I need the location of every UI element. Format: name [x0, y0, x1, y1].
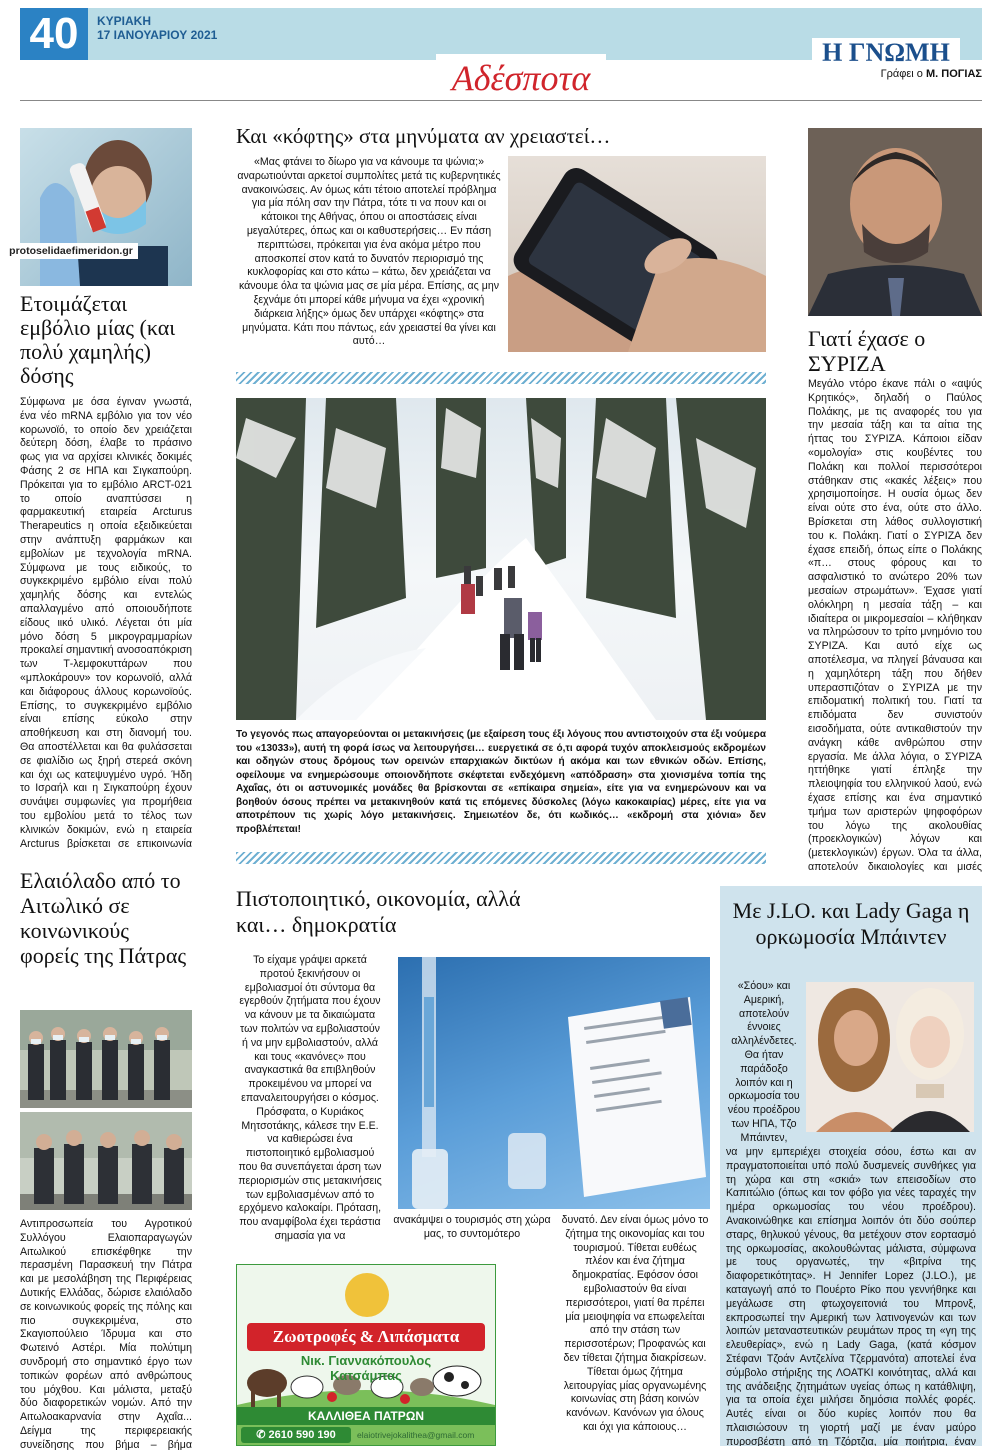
olive-headline: Ελαιόλαδο από το Αιτωλικό σε κοινωνικούς φορείς της Πάτρας [20, 868, 187, 968]
issue-date-text: 17 ΙΑΝΟΥΑΡΙΟΥ 2021 [97, 28, 218, 42]
certificate-body-col1: Το είχαμε γράψει αρκετά προτού ξεκινήσουν οι εμβολιασμοί ότι σύντομα θα εγερθούν ζητήματα που έχουν να κάνουν με τα δικαιώματα των πολιτών να εμβολιαστούν ή να μην εμβολιαστούν, αλλά και τους «κανόνες» που αναγκαστικά θα επιβληθούν προκειμένου να μπορεί να επαναλειτουργήσει ο κόσμος. Πρόσφατα, ο Κυριάκος Μητσοτάκης, κάλεσε την Ε.Ε. να καθιερώσει ένα πιστοποιητικό εμβολιασμού που θα συνεπάγεται άρση των περιορισμών στις μετακινήσεις των εμβολιασμένων από το ερχόμενο καλοκαίρι. Πρόταση, που αναμφίβολα έχει τεράστια σημασία για να [238, 954, 382, 1242]
ad-location: ΚΑΛΛΙΘΕΑ ΠΑΤΡΩΝ [237, 1407, 495, 1425]
vaccine-body: Σύμφωνα με όσα έγιναν γνωστά, ένα νέο mRNA εμβόλιο για τον νέο κορωνοϊό, το οποίο δεν χρειάζεται δεύτερη δόση, έλαβε το πράσινο φως για να αρχίσει κλινικές δοκιμές Φάσης 2 σε ΗΠΑ και Σιγκαπούρη. Πρόκειται για το εμβόλιο ARCT-021 το οποίο αναπτύσσει η φαρμακευτική εταιρεία Arcturus Therapeutics η οποία εξειδικεύεται στην ανάπτυξη φαρμάκων και εμβολίων με τεχνολογία mRNA. Σύμφωνα με τους ειδικούς, το συγκεκριμένο εμβόλιο είναι πολύ χαμηλής δόσης και εντελώς απαλλαγμένο από οποιουδήποτε είδους ιικό υλικό. Λέγεται ότι μία μόνο δόση 5 μικρογραμμαρίων προκαλεί σημαντική ανοσοαπόκριση των Τ-λεμφοκυττάρων που «μπλοκάρουν» τον κορωνοϊό, αλλά και διάφορους άλλους κορωνοϊούς. Επίσης, το συγκεκριμένο εμβόλιο είναι επίσης εύκολο στην αποθήκευση και στη διανομή του. Θα αποστέλλεται και θα φυλάσσεται σε φιαλίδιο ως ξηρή στερεά σκόνη και όχι ως κατεψυγμένο υγρό. Ήδη το Ισραήλ και η Σιγκαπούρη έχουν συνάψει συμφωνίες για προμήθεια του εμβολίου μετά το τέλος των κλινικών δοκιμών, ενώ η εταιρεία Arcturus βρίσκεται σε επικοινωνία [20, 396, 192, 848]
jlo-gaga-photo [806, 982, 974, 1132]
byline-prefix: Γράφει ο [880, 68, 923, 80]
certificate-headline: Πιστοποιητικό, οικονομία, αλλά και… δημοκρατία [236, 886, 521, 937]
phone-icon: ✆ [256, 1429, 269, 1441]
section-title: Αδέσποτα [436, 54, 606, 104]
jlo-body: να μην εμπεριέχει στοιχεία σόου, έστω και αν πραγματοποιείται υπό πολύ δυσμενείς συνθήκες για τη χώρα και στη «σκιά» των επεισοδίων στο Καπιτώλιο (όπως και τον φόβο για νέες ταραχές την ημέρα ορκωμοσίας του νέου προέδρου). Ανακοινώθηκε και επίσημα λοιπόν ότι δύο σούπερ σταρς, θηλυκού γένους, θα μετέχουν στον εορτασμό της ορκωμοσίας, ακολουθώντας μάλιστα, σύμφωνα με τους οργανωτές, την «βιτρίνα της διαφορετικότητας». Η Jennifer Lopez (J.LO.), με καταγωγή από το Πουέρτο Ρίκο που γεννήθηκε και μεγάλωσε στη φτωχογειτονιά του Μπρονξ, εκπροσωπεί την Αμερική των λατινογενών και των λοιπών μεταναστευτικών ρευμάτων προς τη «γη της ελευθερίας», ενώ η Lady Gaga, (κατά κόσμον Στέφανι Τζοάν Αντζελίνα Τζερμανότα) αποτελεί ένα σύμβολο στήριξης της ΛΟΑΤΚΙ κοινότητας, αλλά και της ανάδειξης ζητημάτων υγείας όπως η κατάθλιψη, για τα οποία έχει μιλήσει δημόσια πολλές φορές. Αυτές είναι οι δύο κυρίες λοιπόν που θα πλαισιώσουν τη γιορτή μαζί με έναν μαύρο πυροσβέστη από τη Τζόρτζια, μία ποιήτρια, έναν [726, 1146, 976, 1446]
certificate-photo [398, 957, 710, 1209]
divider-stripe-bottom [236, 852, 766, 864]
ad-email[interactable]: elaiotrivejokalithea@gmail.com [357, 1430, 475, 1440]
vaccine-photo [20, 128, 192, 286]
ad-phone-number: 2610 590 190 [268, 1429, 336, 1441]
page-number: 40 [20, 8, 88, 60]
jlo-intro: «Σόου» και Αμερική, αποτελούν έννοιες αλληλένδετες. Θα ήταν παράδοξο λοιπόν και η ορκωμοσία του νέου προέδρου των ΗΠΑ, Τζο Μπάιντεν, [727, 980, 801, 1144]
cutter-body: «Μας φτάνει το δίωρο για να κάνουμε τα ψώνια;» αναρωτιούνται αρκετοί συμπολίτες μετά τις κυβερνητικές ανακοινώσεις. Αν όμως κάτι τέτοιο αποτελεί πρόβλημα για μία πόλη σαν την Πάτρα, τότε τι να πουν και οι κάτοικοι της Αθήνας, όπου οι αποστάσεις είναι μεγαλύτερες, όπως και οι καθυστερήσεις… Εν πάση περιπτώσει, πρόκειται για ένα ακόμα μέτρο που αποσκοπεί στον κατά το δυνατόν περιορισμό της κυκλοφορίας και στο κάτω – κάτω, δεν χρειάζεται να κάνουμε όλα τα ψώνια μας σε μία μέρα. Επίσης, ας μην ξεχνάμε ότι μπορεί κάθε μήνυμα να έχει «χρονική διάρκεια λήξης» όμως δεν υπάρχει «κόφτης» στα μηνύματα. Κάτι που πάντως, εάν χρειαστεί θα γίνει και αυτό… [237, 156, 501, 348]
vaccine-headline: Ετοιμάζεται εμβόλιο μίας (και πολύ χαμηλής) δόσης [20, 291, 176, 388]
phone-photo [508, 156, 766, 352]
issue-date [97, 14, 217, 42]
byline-author: Μ. ΠΟΓΙΑΣ [926, 68, 982, 80]
snow-caption: Το γεγονός πως απαγορεύονται οι μετακινήσεις (με εξαίρεση τους έξι λόγους που αντιστοιχούν στα έξι νούμερα του «13033»), αυτή τη φορά ίσως να λειτουργήσει… ευεργετικά σε ό,τι αφορά τυχόν αποκλεισμούς εκδρομέων και οδηγών στους δρόμους των ορεινών επαρχιακών δικτύων ή ακόμα και των εθνικών οδών. Επίσης, οφείλουμε να ενημερώσουμε οποιονδήποτε σκέφτεται ενδεχόμενη «απόδραση» στα χιονισμένα τοπία της Αχαΐας, ότι οι αστυνομικές μονάδες θα βρίσκονται σε «επίκαιρα σημεία», είτε για να ενημερώνουν και να βοηθούν όσους πρέπει να μετακινηθούν κατά τις επόμενες δύσκολες (λόγω κακοκαιρίας) μέρες, είτε για να αποτρέπουν τις χωρίς λόγο μετακινήσεις. Σημειωτέον δε, ότι κωδικός… «εκδρομή στα χιόνια» δεν προβλέπεται! [236, 729, 766, 835]
snow-forest-photo [236, 398, 766, 720]
cutter-headline: Και «κόφτης» στα μηνύματα αν χρειαστεί… [236, 124, 611, 148]
header-rule [20, 100, 982, 101]
watermark: protoselidaefimeridon.gr [4, 243, 138, 259]
jlo-headline: Με J.LO. και Lady Gaga η ορκωμοσία Μπάιντεν [732, 898, 970, 949]
ad-phone [241, 1427, 351, 1443]
syriza-body: Μεγάλο ντόρο έκανε πάλι ο «αψύς Κρητικός», δηλαδή ο Παύλος Πολάκης, με τις αναφορές του για την μεσαία τάξη και τα αίτια της ήττας του ΣΥΡΙΖΑ. Κάποιοι είδαν «ομολογία» στις κουβέντες του Πολάκη και πολλοί περισσότεροι στάθηκαν στις «κακές λέξεις» που χρησιμοποίησε. Η ουσία όμως δεν είναι ούτε στο ένα, ούτε στο άλλο. Βρίσκεται στη λάθος συλλογιστική του κ. Πολάκη. Γιατί ο ΣΥΡΙΖΑ δεν έχασε επειδή, όπως είπε ο Πολάκης «π… στους φόρους και το ασφαλιστικό το ανώτερο 20% των μεσαίων στρωμάτων». Έχασε γιατί ολόκληρη η μεσαία τάξη – και ιδιαίτερα οι μικρομεσαίοι – κλήθηκαν να πληρώσουν το τρίτο μνημόνιο του ΣΥΡΙΖΑ. Και αυτό είχε ως αποτέλεσμα, να πληγεί βάναυσα και η χαμηλότερη τάξη που δήθεν υπερασπιζόταν ο ΣΥΡΙΖΑ με την επιδοματική πολιτική του. Γιατί τα επιδόματα δεν συνιστούν εισοδήματα, ούτε αντικαθιστούν την ανάγκη κάθε ανθρώπου στην εργασία. Με άλλα λόγια, ο ΣΥΡΙΖΑ ηττήθηκε γιατί έπληξε την πλειοψηφία του ελληνικού λαού, ενώ έχασε επίσης και ένα σημαντικό τμήμα των αριστερών ψηφοφόρων του λόγω της ακολουθίας (προεκλογικών) λόγων και (μετεκλογικών) έργων. Όλα τα άλλα, αποτελούν δικαιολογίες και μισές [808, 378, 982, 873]
column-byline [812, 68, 982, 80]
ad-business-name: Νικ. Γιαννακόπουλος Κατσάμπας [300, 1353, 432, 1383]
issue-day: ΚΥΡΙΑΚΗ [97, 14, 152, 28]
polakis-photo [808, 128, 982, 316]
newspaper-logo: Η ΓΝΩΜΗ [812, 38, 960, 68]
syriza-headline: Γιατί έχασε ο ΣΥΡΙΖΑ [808, 326, 926, 376]
certificate-body-col2: ανακάμψει ο τουρισμός στη χώρα μας, το συντομότερο [393, 1214, 551, 1240]
advertisement[interactable] [236, 1264, 496, 1446]
olive-photo-1 [20, 1010, 192, 1108]
divider-stripe-top [236, 372, 766, 384]
olive-photo-2 [20, 1112, 192, 1210]
certificate-body-col3: δυνατό. Δεν είναι όμως μόνο το ζήτημα της οικονομίας και του τουρισμού. Τίθεται ευθέως πλέον και ένα ζήτημα δημοκρατίας. Εφόσον όσοι εμβολιαστούν θα είναι περισσότεροι, γιατί θα πρέπει μία μειοψηφία να επωφελείται από την στάση των περισσοτέρων; Προφανώς και δεν τίθεται ζήτημα διακρίσεων. Τίθεται όμως ζήτημα λειτουργίας μίας οργανωμένης κοινωνίας στη βάση κοινών κανόνων. Κανόνων για όλους και όχι για κάποιους… [561, 1214, 709, 1433]
ad-banner: Ζωοτροφές & Λιπάσματα [247, 1323, 485, 1351]
olive-body: Αντιπροσωπεία του Αγροτικού Συλλόγου Ελαιοπαραγωγών Αιτωλικού επισκέφθηκε την περασμένη Παρασκευή την Πάτρα και με μεσολάβηση της Περιφέρειας Δυτικής Ελλάδας, δώρισε ελαιόλαδο σε κοινωνικούς φορείς της πόλης και πιο συγκεκριμένα, στο Σκαγιοπούλειο Ίδρυμα και στο Φωτεινό Αστέρι. Μία πολύτιμη συνδρομή στο σημαντικό έργο των τοπικών φορέων από ανθρώπους του μόχθου. Και μάλιστα, μεταξύ δύο διαφορετικών νομών. Από την Αιτωλοακαρνανία στην Αχαΐα... Δείγμα της περιφερειακής συνείδησης που βήμα – βήμα [20, 1218, 192, 1450]
